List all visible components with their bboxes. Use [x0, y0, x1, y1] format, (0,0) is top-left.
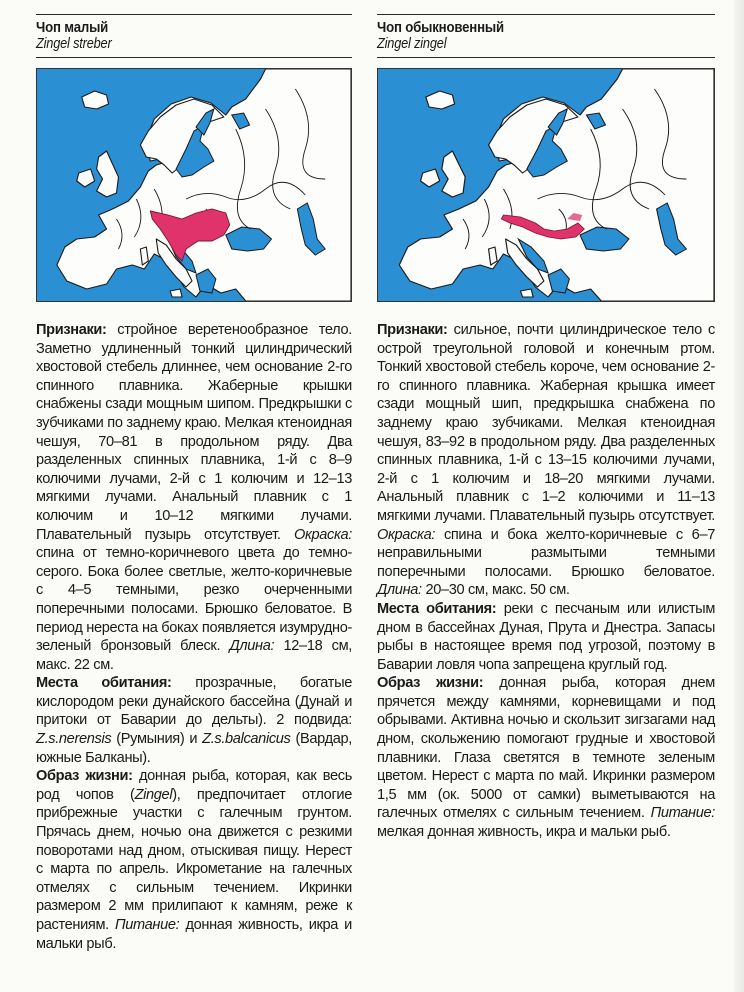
- food-label: Питание:: [115, 917, 180, 933]
- species-latin-name: Zingel streber: [36, 36, 112, 52]
- length-label: Длина:: [377, 582, 422, 599]
- features-text: стройное веретенообразное тело. Заметно удлиненный тонкий цилиндрический хвостовой стебель длиннее, чем основание 2-го спинного плавника. Жаберные крышки снабжены сзади мощным шипом. Предкрышки с зубчиками по заднему краю. Мелкая ктеноидная чешуя, 70–81 в продольном ряду. Два разделенных спинных плавника, 1-й с 8–9 колючими лучами, 2-й с 1 колючим и 12–13 мягкими лучами. Анальный плавник с 1 колючим и 10–12 мягкими лучами. Плавательный пузырь отсутствует.: [36, 322, 352, 543]
- lifestyle-text: донная рыба, которая, как весь род чопов (: [36, 768, 352, 803]
- header-rule-bottom: [377, 57, 715, 58]
- subspecies-name: Z.s.balcanicus: [202, 731, 291, 748]
- land-britain: [442, 151, 465, 197]
- lifestyle-text: донная рыба, которая днем прячется между камнями, корневищами и под обрывами. Активна ночью и скользит зигзагами над дном, скольжению помогают грудные и хвостовой плавники. Глаза светятся в темноте зеленым цветом. Нерест с марта по май. Икринки размером 1,5 мм (ок. 5000 от самки) выметываются на галечных отмелях с сильным течением.: [377, 675, 715, 822]
- habitat-text: реки с песчаным или илистым дном в бассейнах Дуная, Прута и Днестра. Запасы рыбы в настоящее время под угрозой, поэтому в Баварии ловля чопа запрещена круглый год.: [377, 600, 715, 673]
- land-iceland: [426, 91, 455, 109]
- species-entry-zingel-zingel: [377, 0, 715, 842]
- lifestyle-text: ), предпочитает отлогие прибрежные участки с галечным грунтом. Прячась днем, ночью она движется с резкими поворотами над дном, отыскивая пищу. Нерест с марта по апрель. Икрометание на галечных отмелях с сильным течением. Икринки размером 2 мм прилипают к камням, реже к растениям.: [36, 786, 352, 933]
- food-label: Питание:: [650, 805, 715, 822]
- header-rule-bottom: [36, 57, 352, 58]
- range-map: [377, 68, 715, 302]
- section-lifestyle: [377, 674, 715, 841]
- genus-name: Zingel: [134, 786, 173, 803]
- section-lifestyle: [36, 767, 352, 953]
- species-description: [377, 321, 715, 842]
- species-entry-zingel-streber: [36, 0, 352, 953]
- section-features: [36, 321, 352, 674]
- features-label: Признаки:: [377, 322, 448, 338]
- page-edge-shadow: [734, 0, 744, 992]
- section-habitat: [377, 600, 715, 674]
- lifestyle-label: Образ жизни:: [377, 675, 484, 692]
- section-features: [377, 321, 715, 600]
- range-map: [36, 68, 352, 302]
- length-label: Длина:: [229, 638, 275, 655]
- europe-range-map-icon: [378, 69, 714, 301]
- food-text: донная живность, икра и мальки рыб.: [36, 917, 352, 952]
- subspecies-name: Z.s.nerensis: [36, 731, 112, 748]
- habitat-label: Места обитания:: [377, 600, 497, 617]
- features-label: Признаки:: [36, 322, 107, 338]
- habitat-label: Места обитания:: [36, 675, 172, 692]
- europe-range-map-icon: [37, 69, 351, 301]
- length-text: 12–18 см, макс. 22 см.: [36, 638, 352, 673]
- habitat-text: (Румыния) и: [116, 731, 198, 748]
- land-iceland: [82, 91, 109, 109]
- length-text: 20–30 см, макс. 50 см.: [425, 582, 570, 599]
- color-label: Окраска:: [377, 526, 436, 543]
- header-rule-top: [377, 14, 715, 15]
- color-text: спина и бока желто-коричневые с 6–7 неправильными размытыми темными поперечными полосами. Брюшко беловатое.: [377, 526, 715, 580]
- header-rule-top: [36, 14, 352, 15]
- features-text: сильное, почти цилиндрическое тело с острой треугольной головой и конечным ртом. Тонкий хвостовой стебель короче, чем основание 2-го спинного плавника. Жаберная крышка имеет сзади мощный шип, предкрышка снабжена по заднему краю зубчиками. Мелкая ктеноидная чешуя, 83–92 в продольном ряду. Два разделенных спинных плавника, 1-й с 13–15 колючими лучами, 2-й с 1 колючим и 18–20 мягкими лучами. Анальный плавник с 1–2 колючими и 11–13 мягкими лучами. Плавательный пузырь отсутствует.: [377, 322, 715, 524]
- lifestyle-label: Образ жизни:: [36, 768, 133, 785]
- species-latin-name: Zingel zingel: [377, 36, 447, 52]
- food-text: мелкая донная живность, икра и мальки рыб.: [377, 824, 671, 841]
- land-ireland: [77, 169, 95, 187]
- habitat-text: прозрачные, богатые кислородом реки дунайского бассейна (Дунай и притоки от Баварии до дельты). 2 подвида:: [36, 675, 352, 729]
- section-habitat: [36, 674, 352, 767]
- land-ireland: [421, 169, 440, 187]
- color-label: Окраска:: [293, 526, 352, 543]
- color-text: спина от темно-коричневого цвета до темно-серого. Бока более светлые, желто-коричневые с 4–5 темными, резко очерченными поперечными полосами. Брюшко беловатое. В период нереста на боках появляется изумрудно-зеленый бронзовый блеск.: [36, 545, 352, 655]
- land-britain: [97, 151, 119, 197]
- habitat-text: (Вардар, южные Балканы).: [36, 731, 352, 766]
- species-common-name: Чоп малый: [36, 19, 109, 36]
- species-common-name: Чоп обыкновенный: [377, 19, 504, 36]
- species-description: [36, 321, 352, 953]
